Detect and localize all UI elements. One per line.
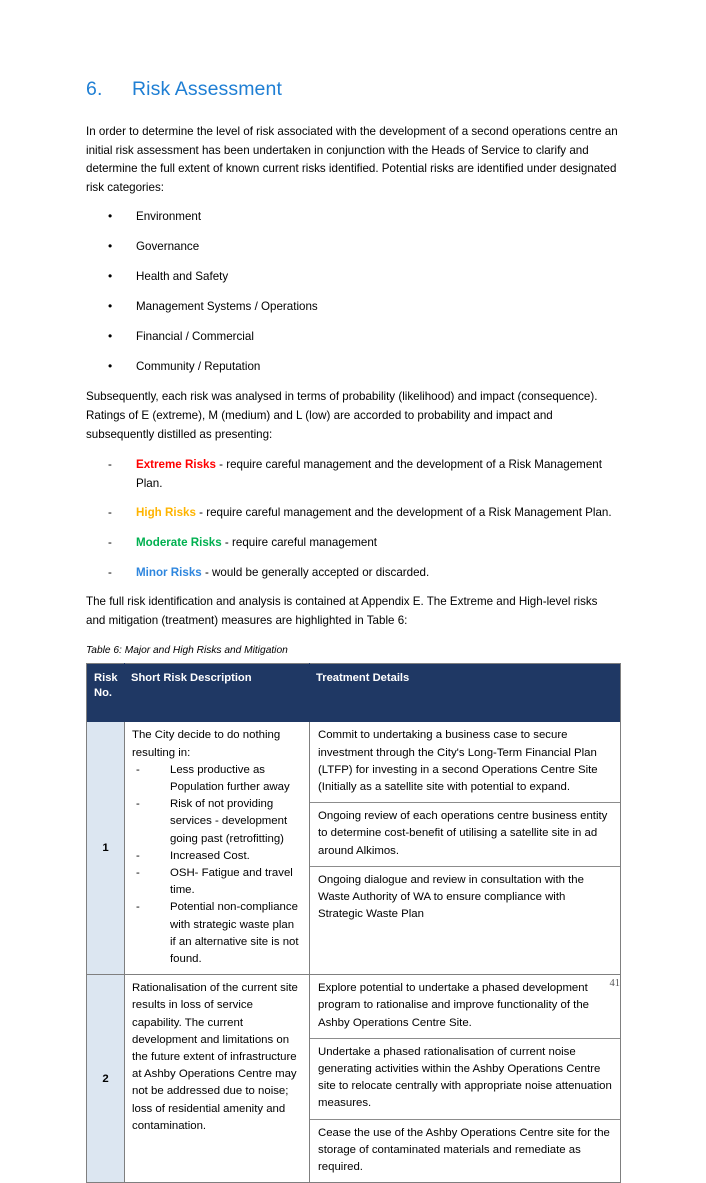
- risk-level-label: Moderate Risks: [136, 535, 222, 549]
- treatment-text: Ongoing review of each operations centre business entity to determine cost-benefit of utilising a satellite site in ad around Alkimos.: [310, 803, 620, 867]
- cell-risk-no: 2: [87, 975, 125, 1183]
- description-lead: The City decide to do nothing resulting in:: [132, 729, 281, 759]
- risk-categories-list: [86, 208, 620, 376]
- list-item: - Increased Cost.: [132, 848, 302, 865]
- list-item: • Management Systems / Operations: [86, 298, 620, 316]
- cell-treatment-details: [310, 975, 621, 1183]
- list-item: • Financial / Commercial: [86, 328, 620, 346]
- treatment-row: [310, 722, 620, 802]
- treatment-text: Ongoing dialogue and review in consultation with the Waste Authority of WA to ensure compliance with Strategic Waste Plan: [318, 873, 584, 921]
- cell-short-risk-description: [125, 975, 310, 1183]
- cell-treatment-details: [310, 722, 621, 974]
- table-row: [87, 975, 621, 1183]
- cell-risk-no: 1: [87, 722, 125, 974]
- page-number: 41: [609, 978, 620, 989]
- description-lead: Rationalisation of the current site results in loss of service capability. The current development and limitations on the future extent of infrastructure at Ashby Operations Centre may not be addressed due to noise; loss of residential amenity and contamination.: [132, 982, 298, 1132]
- treatment-sub-table: [310, 975, 620, 1182]
- list-item: - Potential non-compliance with strategic waste plan if an alternative site is not found.: [132, 899, 302, 968]
- list-item: - Less productive as Population further away: [132, 762, 302, 796]
- risk-level-minor: [86, 564, 620, 583]
- risk-level-label: Extreme Risks: [136, 458, 216, 472]
- list-item: • Community / Reputation: [86, 358, 620, 376]
- risk-level-label: Minor Risks: [136, 565, 202, 579]
- table-header-row: [87, 664, 621, 723]
- risk-level-label: High Risks: [136, 506, 196, 520]
- risk-level-extreme: [86, 456, 620, 493]
- treatment-row: [310, 975, 620, 1038]
- section-title: Risk Assessment: [132, 78, 282, 100]
- treatment-row: [310, 866, 620, 929]
- appendix-paragraph: The full risk identification and analysis is contained at Appendix E. The Extreme and High-level risks and mitigation (treatment) measures are highlighted in Table 6:: [86, 595, 598, 627]
- risk-level-description: - require careful management: [221, 535, 378, 549]
- risk-mitigation-table: [86, 663, 621, 1183]
- treatment-text: Cease the use of the Ashby Operations Centre site for the storage of contaminated materials and remediate as required.: [318, 1126, 610, 1173]
- column-header-risk-no: Risk No.: [87, 664, 125, 723]
- section-number: 6.: [86, 78, 103, 100]
- list-item: - OSH- Fatigue and travel time.: [132, 865, 302, 899]
- table-body: [87, 722, 621, 1182]
- risk-level-moderate: [86, 534, 620, 553]
- analysis-paragraph: Subsequently, each risk was analysed in terms of probability (likelihood) and impact (consequence). Ratings of E (extreme), M (medium) and L (low) are accorded to probability and impact and subsequently distilled as presenting:: [86, 390, 598, 441]
- risk-level-description: - would be generally accepted or discarded.: [201, 565, 430, 579]
- treatment-sub-table: [310, 722, 620, 929]
- treatment-row: [310, 1119, 620, 1182]
- page-title: [86, 78, 620, 101]
- list-item: - Risk of not providing services - development going past (retrofitting): [132, 796, 302, 848]
- risk-levels-list: [86, 456, 620, 582]
- intro-paragraph: In order to determine the level of risk associated with the development of a second operations centre an initial risk assessment has been undertaken in conjunction with the Heads of Service to clarify and determine the full extent of known current risks identified. Potential risks are identified under designated risk categories:: [86, 125, 618, 194]
- treatment-row: [310, 1038, 620, 1119]
- table-row: [87, 722, 621, 974]
- description-sub-list: [132, 762, 302, 968]
- column-header-treatment-details: Treatment Details: [310, 664, 621, 723]
- table-header: [87, 664, 621, 723]
- list-item: • Governance: [86, 238, 620, 256]
- page-content: [86, 78, 620, 1183]
- list-item: • Health and Safety: [86, 268, 620, 286]
- treatment-text: Commit to undertaking a business case to secure investment through the City's Long-Term Financial Plan (LTFP) for investing in a second Operations Centre Site (Initially as a satellite site with potential to expand.: [310, 722, 620, 802]
- cell-short-risk-description: [125, 722, 310, 974]
- risk-level-description: - require careful management and the development of a Risk Management Plan.: [195, 506, 612, 520]
- risk-level-description: - require careful management and the development of a Risk Management Plan.: [136, 458, 602, 490]
- table-caption: Table 6: Major and High Risks and Mitigation: [86, 645, 288, 657]
- risk-level-high: [86, 504, 620, 523]
- treatment-text: Undertake a phased rationalisation of current noise generating activities within the Ashby Operations Centre site to relocate centrally with appropriate noise attenuation measures.: [310, 1038, 620, 1119]
- treatment-text: Explore potential to undertake a phased development program to rationalise and improve functionality of the Ashby Operations Centre Site.: [310, 975, 620, 1038]
- treatment-row: [310, 803, 620, 867]
- list-item: • Environment: [86, 208, 620, 226]
- column-header-short-risk-description: Short Risk Description: [125, 664, 310, 723]
